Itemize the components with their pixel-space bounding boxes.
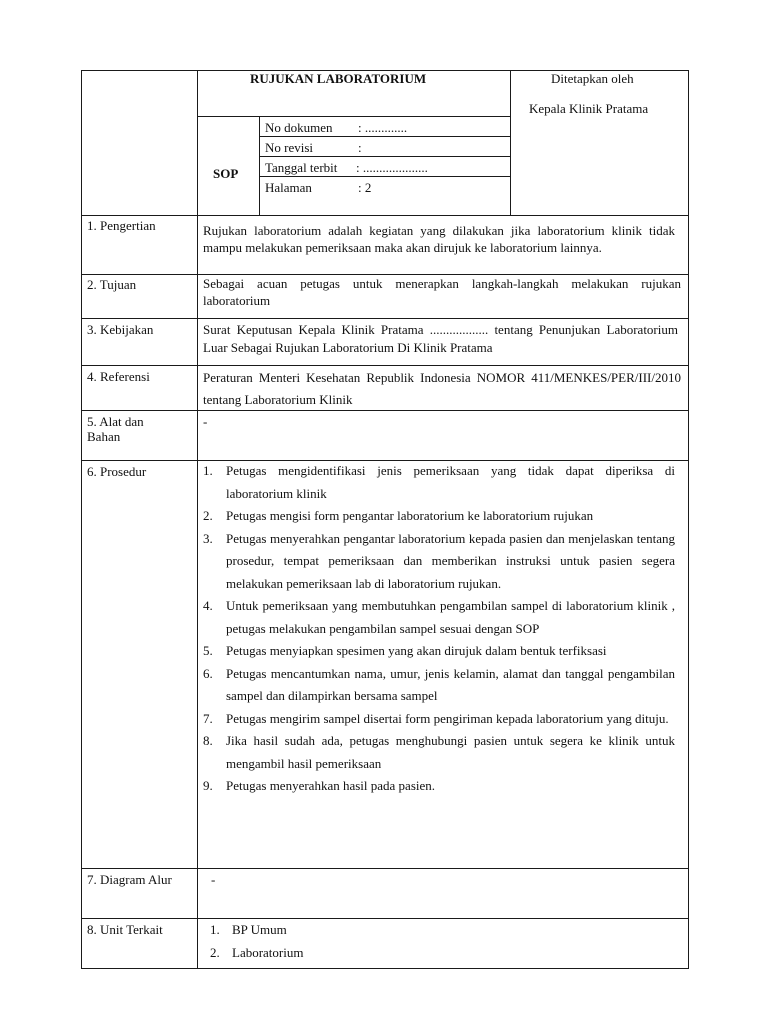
step-number: 8. xyxy=(203,733,213,748)
header-bottom-divider xyxy=(81,215,689,216)
meta-divider-1 xyxy=(259,136,511,137)
diagram-text: - xyxy=(211,872,216,887)
section-label-unit: 8. Unit Terkait xyxy=(87,922,163,937)
kebijakan-text: Surat Keputusan Kepala Klinik Pratama .................. tentang Penunjukan Laboratorium Luar Sebagai Rujukan Laboratorium Di Klinik Pratama xyxy=(203,322,678,355)
list-item xyxy=(203,595,675,640)
row-divider-referensi xyxy=(81,365,689,366)
meta-value-no-revisi: : xyxy=(358,140,362,155)
list-item xyxy=(203,528,675,596)
section-label-prosedur: 6. Prosedur xyxy=(87,464,147,479)
unit-name: BP Umum xyxy=(232,922,287,937)
unit-number: 2. xyxy=(210,945,220,960)
step-text: Petugas mengisi form pengantar laboratorium ke laboratorium rujukan xyxy=(226,508,594,523)
table-border-right xyxy=(688,70,689,969)
meta-value-no-dokumen: : ............. xyxy=(358,120,408,135)
meta-label-no-revisi: No revisi xyxy=(265,140,314,155)
row-divider-kebijakan xyxy=(81,318,689,319)
step-number: 6. xyxy=(203,665,213,681)
unit-name: Laboratorium xyxy=(232,945,304,960)
section-label-alat-1: 5. Alat dan xyxy=(87,414,144,429)
step-text: Petugas menyerahkan hasil pada pasien. xyxy=(226,778,436,793)
column-divider-approval xyxy=(510,70,511,215)
document-title: RUJUKAN LABORATORIUM xyxy=(250,71,427,86)
meta-divider-3 xyxy=(259,176,511,177)
alat-text: - xyxy=(203,414,208,429)
table-border-bottom xyxy=(81,968,689,969)
meta-value-tanggal-terbit: : .................... xyxy=(356,160,428,175)
step-number: 7. xyxy=(203,710,213,726)
approver-name: Kepala Klinik Pratama xyxy=(529,101,649,116)
unit-list xyxy=(210,918,303,964)
step-text: Untuk pemeriksaan yang membutuhkan pengambilan sampel di laboratorium klinik , petugas melakukan pengambilan sampel sesuai dengan SOP xyxy=(226,598,675,636)
list-item xyxy=(203,730,675,775)
meta-label-halaman: Halaman xyxy=(265,180,312,195)
step-text: Petugas mencantumkan nama, umur, jenis kelamin, alamat dan tanggal pengambilan sampel dan dilampirkan bersama sampel xyxy=(226,665,675,703)
list-item xyxy=(203,640,675,663)
sop-label: SOP xyxy=(213,166,239,181)
meta-label-tanggal-terbit: Tanggal terbit xyxy=(265,160,338,175)
list-item xyxy=(203,708,675,731)
meta-divider-2 xyxy=(259,156,511,157)
step-text: Petugas menyiapkan spesimen yang akan dirujuk dalam bentuk terfiksasi xyxy=(226,643,607,658)
section-label-kebijakan: 3. Kebijakan xyxy=(87,322,154,337)
title-row-divider xyxy=(197,116,511,117)
section-label-pengertian: 1. Pengertian xyxy=(87,218,156,233)
step-text: Petugas mengidentifikasi jenis pemeriksaan yang tidak dapat diperiksa di laboratorium klinik xyxy=(226,463,675,501)
step-number: 3. xyxy=(203,530,213,546)
unit-number: 1. xyxy=(210,922,220,937)
table-border-left xyxy=(81,70,82,969)
prosedur-steps xyxy=(203,460,675,798)
tujuan-text: Sebagai acuan petugas untuk menerapkan langkah-langkah melakukan rujukan laboratorium xyxy=(203,276,681,308)
list-item xyxy=(210,941,303,964)
list-item xyxy=(203,460,675,505)
meta-label-no-dokumen: No dokumen xyxy=(265,120,333,135)
section-label-alat-2: Bahan xyxy=(87,429,121,444)
row-divider-unit xyxy=(81,918,689,919)
step-number: 1. xyxy=(203,463,213,478)
list-item xyxy=(203,663,675,708)
step-text: Jika hasil sudah ada, petugas menghubungi pasien untuk segera ke klinik untuk mengambil hasil pemeriksaan xyxy=(226,733,675,771)
referensi-text: Peraturan Menteri Kesehatan Republik Indonesia NOMOR 411/MENKES/PER/III/2010 tentang Laboratorium Klinik xyxy=(203,370,681,407)
sop-column-divider xyxy=(259,116,260,215)
step-number: 9. xyxy=(203,778,213,793)
column-divider-label xyxy=(197,70,198,969)
step-number: 2. xyxy=(203,508,213,523)
section-label-referensi: 4. Referensi xyxy=(87,369,150,384)
step-text: Petugas mengirim sampel disertai form pengiriman kepada laboratorium yang dituju. xyxy=(226,710,669,726)
list-item xyxy=(203,505,675,528)
row-divider-diagram xyxy=(81,868,689,869)
list-item xyxy=(203,775,675,798)
section-label-diagram: 7. Diagram Alur xyxy=(87,872,172,887)
step-text: Petugas menyerahkan pengantar laboratorium kepada pasien dan menjelaskan tentang prosedur, tempat pemeriksaan dan memberikan instruksi untuk pasien segera melakukan pemeriksaan lab di laboratorium rujukan. xyxy=(226,530,675,591)
list-item xyxy=(210,918,303,941)
approved-by-label: Ditetapkan oleh xyxy=(551,71,634,86)
section-label-tujuan: 2. Tujuan xyxy=(87,277,137,292)
step-number: 5. xyxy=(203,643,213,658)
pengertian-text: Rujukan laboratorium adalah kegiatan yang dilakukan jika laboratorium klinik tidak mampu melakukan pemeriksaan maka akan dirujuk ke laboratorium lainnya. xyxy=(203,223,675,255)
meta-value-halaman: : 2 xyxy=(358,180,372,195)
step-number: 4. xyxy=(203,598,213,613)
